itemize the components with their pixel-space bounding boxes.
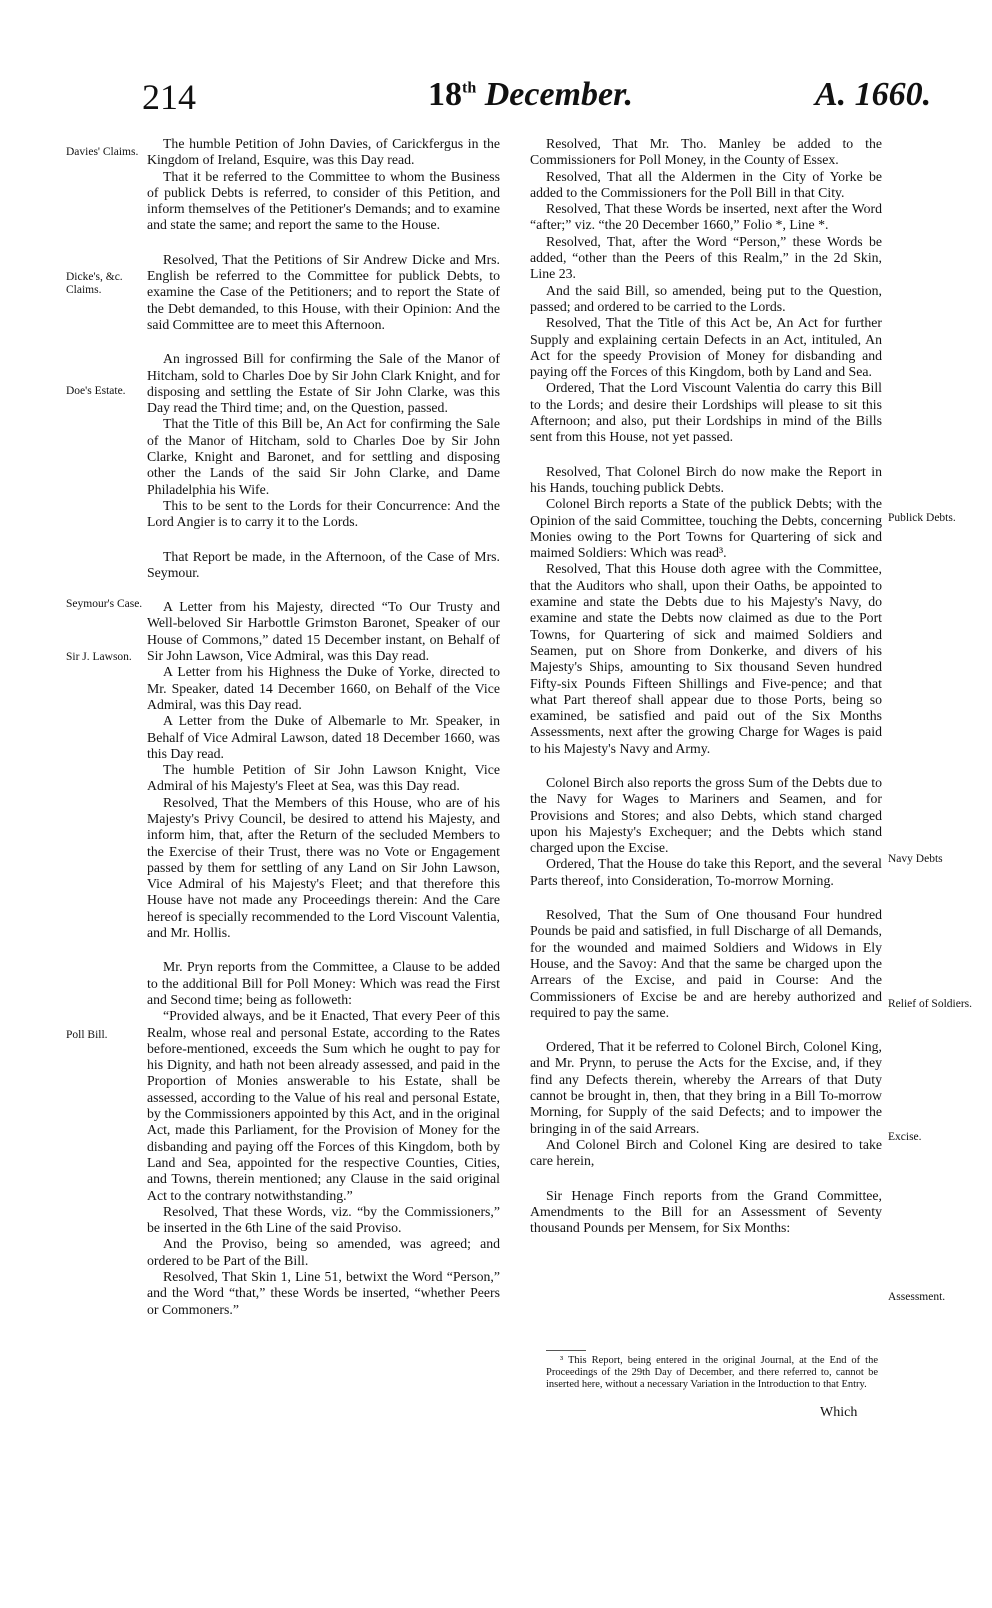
- paragraph: Resolved, That all the Aldermen in the City of Yorke be added to the Commissioners for the Poll Bill in that City.: [530, 168, 882, 200]
- paragraph: Resolved, That Mr. Tho. Manley be added to the Commissioners for Poll Money, in the County of Essex.: [530, 136, 882, 168]
- right-column: [530, 136, 882, 1254]
- entry-navy: [530, 775, 882, 889]
- margin-label-seymour: Seymour's Case.: [66, 598, 143, 610]
- entry-relief: [530, 907, 882, 1021]
- paragraph: Resolved, That Skin 1, Line 51, betwixt the Word “Person,” and the Word “that,” these Words be inserted, “whether Peers or Commoners.”: [147, 1269, 500, 1317]
- margin-label-doe: Doe's Estate.: [66, 385, 126, 397]
- date-day: 18: [428, 76, 462, 113]
- entry-lawson: [147, 599, 500, 941]
- paragraph: And Colonel Birch and Colonel King are desired to take care herein,: [530, 1136, 882, 1169]
- paragraph: “Provided always, and be it Enacted, That every Peer of this Realm, whose real and personal Estate, according to the Rates before-mentioned, exceeds the Sum which he ought to pay for his Dignity, and hath not been already assessed, and paid in the Proportion of Monies answerable to his Estate, shall be assessed, according to the Value of his real and personal Estate, by the Commissioners appointed by this Act, and in the original Act, made this Parliament, for the Provision of Money for the disbanding and paying off the Forces of this Kingdom, both by Land and Sea, appointed for the respective Counties, Cities, and Towns, therein mentioned; any Clause in the said original Act to the contrary notwithstanding.”: [147, 1008, 500, 1203]
- paragraph: Colonel Birch also reports the gross Sum of the Debts due to the Navy for Wages to Mariners and Seamen, and for Provisions and Stores; and also Debts, which stand charged upon his Majesty's Exchequer; and the Debts which stand charged upon the Excise.: [530, 774, 882, 856]
- page-number: 214: [142, 77, 196, 117]
- footnote-rule: [546, 1350, 586, 1351]
- paragraph: And the said Bill, so amended, being put to the Question, passed; and ordered to be carried to the Lords.: [530, 282, 882, 314]
- paragraph: This to be sent to the Lords for their Concurrence: And the Lord Angier is to carry it to the Lords.: [147, 497, 500, 530]
- paragraph: The humble Petition of Sir John Lawson Knight, Vice Admiral of his Majesty's Fleet at Sea, was this Day read.: [147, 762, 500, 794]
- margin-label-davies: Davies' Claims.: [66, 146, 139, 158]
- margin-label-lawson: Sir J. Lawson.: [66, 651, 132, 663]
- paragraph: Resolved, That the Sum of One thousand Four hundred Pounds be paid and satisfied, in full Discharge of all Demands, for the wounded and maimed Soldiers and Widows in Ely House, and the Savoy: And that the same be charged upon the Arrears of the Excise, and paid in Course: And the Commissioners of Excise be and are hereby authorized and required to pay the same.: [530, 907, 882, 1020]
- paragraph: Resolved, That these Words be inserted, next after the Word “after;” viz. “the 20 December 1660,” Folio *, Line *.: [530, 201, 882, 233]
- entry-assessment: [530, 1188, 882, 1237]
- entry-poll-continued: [530, 136, 882, 446]
- paragraph: An ingrossed Bill for confirming the Sale of the Manor of Hitcham, sold to Charles Doe by Sir John Clark Knight, and for disposing and settling the Estate of Sir John Clarke, was this Day read the Third time; and, on the Question, passed.: [147, 351, 500, 416]
- paragraph: The humble Petition of John Davies, of Carickfergus in the Kingdom of Ireland, Esquire, was this Day read.: [147, 136, 500, 168]
- paragraph: Mr. Pryn reports from the Committee, a Clause to be added to the additional Bill for Poll Money: Which was read the First and Second time; being as followeth:: [147, 959, 500, 1007]
- paragraph: A Letter from his Highness the Duke of Yorke, directed to Mr. Speaker, dated 14 December 1660, on Behalf of the Vice Admiral, was this Day read.: [147, 664, 500, 712]
- entry-publick: [530, 464, 882, 757]
- paragraph: Resolved, That the Petitions of Sir Andrew Dicke and Mrs. English be referred to the Committee for publick Debts, to examine the Case of the Petitioners; and to report the State of the Debt demanded, to this House, with their Opinion: And the said Committee are to meet this Afternoon.: [147, 251, 500, 332]
- paragraph: Ordered, That the Lord Viscount Valentia do carry this Bill to the Lords; and desire their Lordships will please to sit this Afternoon; and also, put their Lordships in mind of the Bills sent from this House, not yet passed.: [530, 380, 882, 445]
- margin-label-poll: Poll Bill.: [66, 1029, 108, 1041]
- paragraph: That the Title of this Bill be, An Act for confirming the Sale of the Manor of Hitcham, sold to Charles Doe by Sir John Clarke, Knight and Baronet, and for settling and disposing other the Lands of the said Sir John Clarke, and Dame Philadelphia his Wife.: [147, 416, 500, 497]
- date-superscript: th: [462, 79, 477, 97]
- footnote-text: ³ This Report, being entered in the original Journal, at the End of the Proceedings of the 29th Day of December, and there referred to, cannot be inserted here, without a necessary Variation in the Introduction to that Entry.: [546, 1355, 878, 1390]
- left-column: [147, 136, 500, 1336]
- entry-doe: [147, 351, 500, 530]
- entry-seymour: [147, 549, 500, 582]
- paragraph: A Letter from his Majesty, directed “To Our Trusty and Well-beloved Sir Harbottle Grimston Baronet, Speaker of our House of Commons,” dated 15 December instant, on Behalf of Sir John Lawson, Vice Admiral, was this Day read.: [147, 599, 500, 664]
- margin-label-publick: Publick Debts.: [888, 512, 956, 524]
- paragraph: Resolved, That the Title of this Act be, An Act for further Supply and explaining certain Defects in an Act, intituled, An Act for the speedy Provision of Money for disbanding and paying off the Forces of this Kingdom, both by Land and Sea.: [530, 315, 882, 380]
- paragraph: Resolved, That the Members of this House, who are of his Majesty's Privy Council, be desired to attend his Majesty, and inform him, that, after the Return of the secluded Members to the Exercise of their Trust, there was no Vote or Engagement passed by them for settling of any Land on Sir John Lawson, Vice Admiral of his Majesty's Fleet; and that therefore this House have not made any Proceedings therein: And the Care hereof is specially recommended to the Lord Viscount Valentia, and Mr. Hollis.: [147, 794, 500, 941]
- margin-label-excise: Excise.: [888, 1131, 922, 1143]
- footnote: [546, 1355, 878, 1391]
- paragraph: That Report be made, in the Afternoon, of the Case of Mrs. Seymour.: [147, 548, 500, 580]
- entry-davies: [147, 136, 500, 234]
- paragraph: Colonel Birch reports a State of the publick Debts; with the Opinion of the said Committee, touching the Debts, concerning Monies owing to the Port Towns for Quartering of sick and maimed Soldiers: Which was read³.: [530, 496, 882, 561]
- paragraph: Resolved, That this House doth agree with the Committee, that the Auditors who shall, upon their Oaths, be appointed to examine and state the Debts due to his Majesty's Navy, do examine and state the Debts now claimed as due to the Port Towns, for Quartering of sick and maimed Soldiers and Seamen, put on Shore from Donkerke, and divers of his Majesty's Ships, amounting to Six thousand Seven hundred Fifty-six Pounds Fifteen Shillings and Five-pence; and that what Part thereof shall appear due to those Ports, being so examined, be satisfied and paid out of the Six Months Assessments, next after the growing Charge for Wages is paid to his Majesty's Navy and Army.: [530, 561, 882, 756]
- paragraph: That it be referred to the Committee to whom the Business of publick Debts is referred, to consider of this Petition, and inform themselves of the Petitioner's Demands; and to examine and state the same; and report the same to the House.: [147, 168, 500, 233]
- paragraph: Resolved, That Colonel Birch do now make the Report in his Hands, touching publick Debts.: [530, 463, 882, 495]
- paragraph: Ordered, That it be referred to Colonel Birch, Colonel King, and Mr. Prynn, to peruse the Acts for the Excise, and, if they find any Defects therein, whereby the Arrears of that Duty cannot be brought in, then, that they bring in a Bill To-morrow Morning, for Supply of the said Defects; and to impower the bringing in of the said Arrears.: [530, 1039, 882, 1136]
- date-month: December.: [484, 76, 633, 113]
- catchword: Which: [820, 1405, 858, 1420]
- paragraph: Ordered, That the House do take this Report, and the several Parts thereof, into Consideration, To-morrow Morning.: [530, 856, 882, 888]
- margin-label-assessment: Assessment.: [888, 1291, 946, 1303]
- entry-poll: [147, 959, 500, 1318]
- entry-dicke: [147, 252, 500, 333]
- page-date: [428, 76, 633, 114]
- entry-excise: [530, 1039, 882, 1169]
- margin-label-navy: Navy Debts: [888, 853, 943, 865]
- paragraph: Sir Henage Finch reports from the Grand Committee, Amendments to the Bill for an Assessment of Seventy thousand Pounds per Mensem, for Six Months:: [530, 1187, 882, 1236]
- paragraph: Resolved, That, after the Word “Person,” these Words be added, “other than the Peers of this Realm,” in the 2d Skin, Line 23.: [530, 233, 882, 282]
- paragraph: A Letter from the Duke of Albemarle to Mr. Speaker, in Behalf of Vice Admiral Lawson, dated 18 December 1660, was this Day read.: [147, 713, 500, 761]
- paragraph: And the Proviso, being so amended, was agreed; and ordered to be Part of the Bill.: [147, 1236, 500, 1268]
- margin-label-dicke: Dicke's, &c. Claims.: [66, 271, 123, 296]
- margin-label-relief: Relief of Soldiers.: [888, 998, 972, 1010]
- paragraph: Resolved, That these Words, viz. “by the Commissioners,” be inserted in the 6th Line of the said Proviso.: [147, 1203, 500, 1236]
- page-year: A. 1660.: [815, 76, 932, 113]
